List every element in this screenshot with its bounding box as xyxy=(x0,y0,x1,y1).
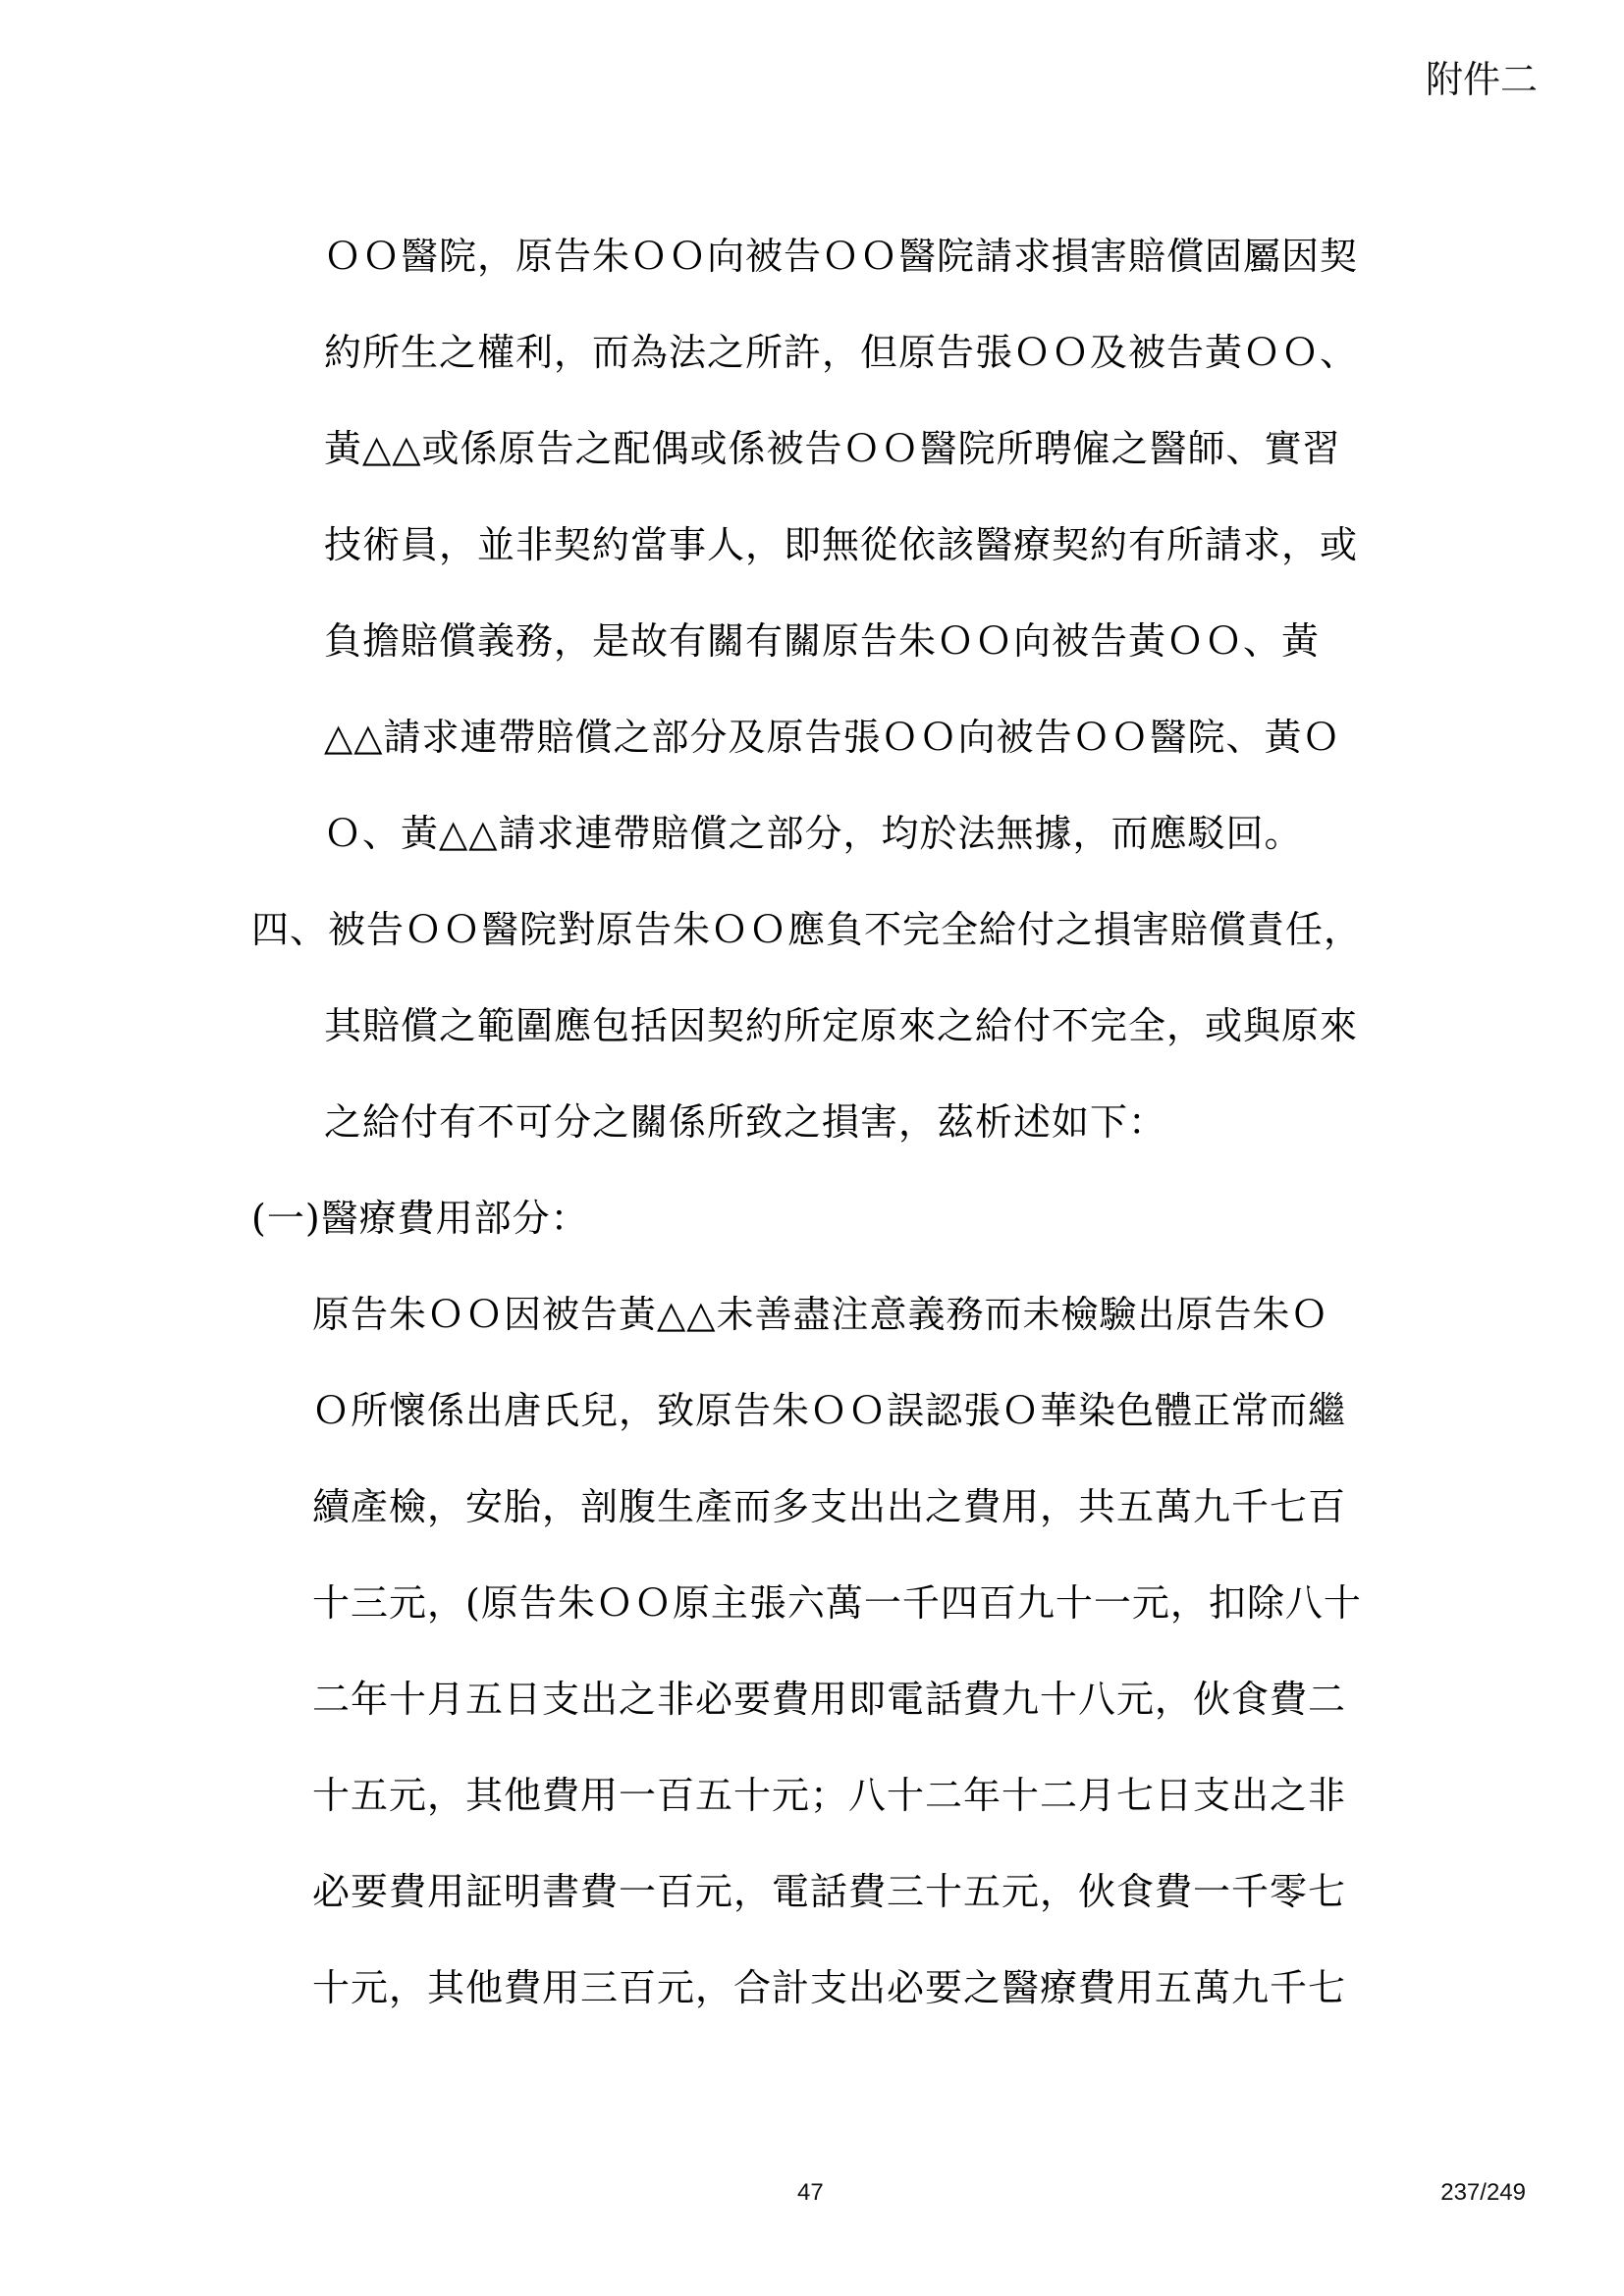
section-heading-four: 四、被告ＯＯ醫院對原告朱ＯＯ應負不完全給付之損害賠償責任， xyxy=(251,908,1363,951)
subsection-heading: (一)醫療費用部分： xyxy=(251,1197,589,1240)
paragraph-line: 之給付有不可分之關係所致之損害，茲析述如下： xyxy=(324,1100,1167,1144)
paragraph-line: 約所生之權利，而為法之所許，但原告張ＯＯ及被告黃ＯＯ、 xyxy=(324,331,1359,374)
paragraph-line: △△請求連帶賠償之部分及原告張ＯＯ向被告ＯＯ醫院、黃Ｏ xyxy=(324,716,1341,759)
paragraph-line: 十三元，(原告朱ＯＯ原主張六萬一千四百九十一元，扣除八十 xyxy=(312,1581,1362,1625)
paragraph-line: 其賠償之範圍應包括因契約所定原來之給付不完全，或與原來 xyxy=(324,1004,1359,1047)
page-number: 47 xyxy=(797,2179,824,2206)
paragraph-line: Ｏ、黃△△請求連帶賠償之部分，均於法無據，而應駁回。 xyxy=(324,812,1303,855)
paragraph-line: 二年十月五日支出之非必要費用即電話費九十八元，伙食費二 xyxy=(312,1678,1347,1721)
paragraph-line: 負擔賠償義務，是故有關有關原告朱ＯＯ向被告黃ＯＯ、黃 xyxy=(324,619,1321,663)
paragraph-line: 原告朱ＯＯ因被告黃△△未善盡注意義務而未檢驗出原告朱Ｏ xyxy=(312,1293,1329,1336)
paragraph-line: Ｏ所懷係出唐氏兒，致原告朱ＯＯ誤認張Ｏ華染色體正常而繼 xyxy=(312,1389,1347,1432)
paragraph-line: 十元，其他費用三百元，合計支出必要之醫療費用五萬九千七 xyxy=(312,1966,1347,2009)
paragraph-line: 技術員，並非契約當事人，即無從依該醫療契約有所請求，或 xyxy=(324,523,1359,566)
paragraph-line: 續產檢，安胎，剖腹生產而多支出出之費用，共五萬九千七百 xyxy=(312,1485,1347,1528)
paragraph-line: 十五元，其他費用一百五十元；八十二年十二月七日支出之非 xyxy=(312,1774,1347,1817)
attachment-label: 附件二 xyxy=(1425,58,1538,101)
page-count: 237/249 xyxy=(1440,2179,1526,2206)
paragraph-line: ＯＯ醫院，原告朱ＯＯ向被告ＯＯ醫院請求損害賠償固屬因契 xyxy=(324,235,1359,278)
paragraph-line: 黃△△或係原告之配偶或係被告ＯＯ醫院所聘僱之醫師、實習 xyxy=(324,427,1341,470)
paragraph-line: 必要費用証明書費一百元，電話費三十五元，伙食費一千零七 xyxy=(312,1870,1347,1913)
